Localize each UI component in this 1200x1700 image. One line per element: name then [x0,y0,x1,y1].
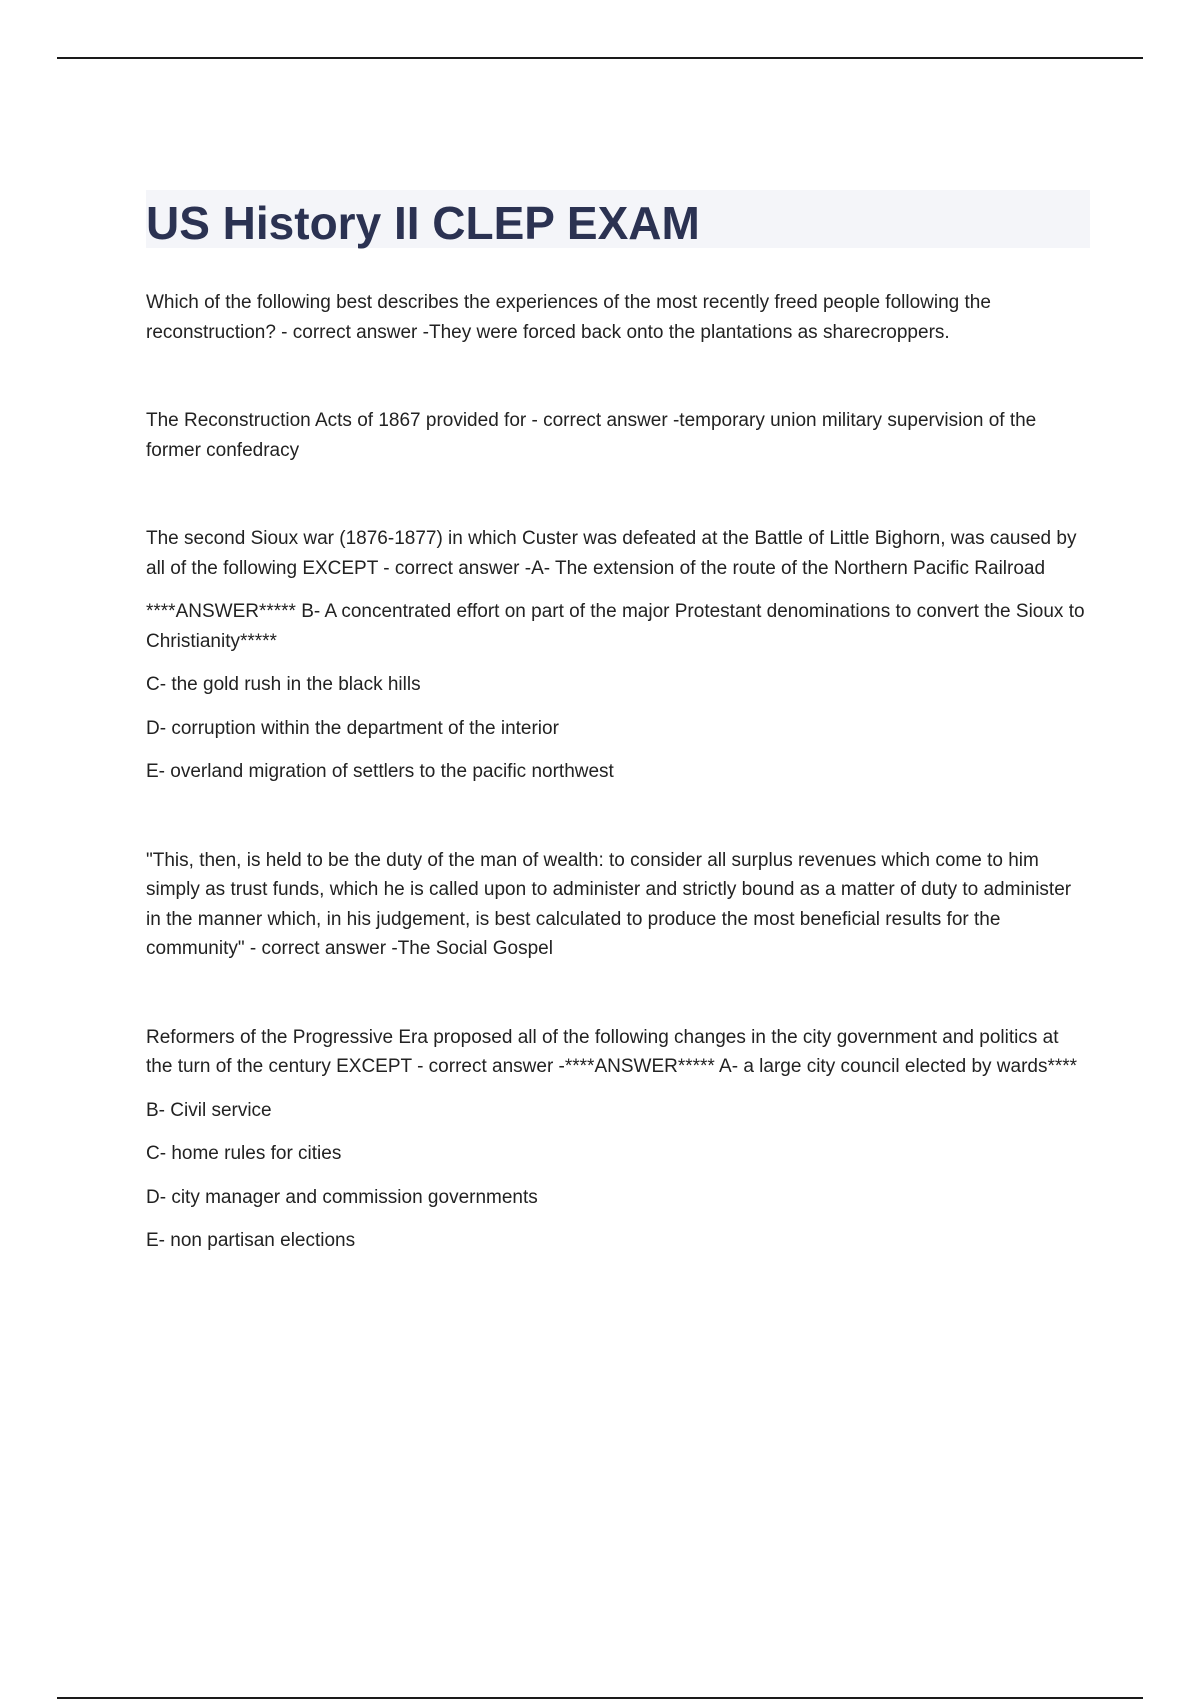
question-1 [146,288,1090,347]
answer-option-e: E- overland migration of settlers to the pacific northwest [146,761,614,782]
page-title: US History II CLEP EXAM [146,197,700,249]
answer-option-b: ****ANSWER***** B- A concentrated effort on part of the major Protestant denominations to convert the Sioux to Christianity***** [146,601,1085,652]
question-text: The Reconstruction Acts of 1867 provided for - correct answer -temporary union military supervision of the former confedracy [146,410,1037,461]
top-rule [57,57,1143,59]
question-text: The second Sioux war (1876-1877) in which Custer was defeated at the Battle of Little Bighorn, was caused by all of the following EXCEPT - correct answer -A- The extension of the route of the Northern Pacific Railroad [146,528,1077,579]
question-text: "This, then, is held to be the duty of the man of wealth: to consider all surplus revenues which come to him simply as trust funds, which he is called upon to administer and strictly bound as a matter of duty to administer in the manner which, in his judgement, is best calculated to produce the most beneficial results for the community" - correct answer -The Social Gospel [146,849,1072,959]
question-text: Which of the following best describes the experiences of the most recently freed people following the reconstruction? - correct answer -They were forced back onto the plantations as sharecroppers. [146,292,991,343]
answer-option-c: C- the gold rush in the black hills [146,674,421,695]
answer-option-e: E- non partisan elections [146,1230,356,1251]
question-3 [146,524,1090,787]
bottom-rule [57,1697,1143,1699]
answer-option-c: C- home rules for cities [146,1143,342,1164]
question-5 [146,1023,1090,1256]
document-body [146,190,1090,1256]
question-text: Reformers of the Progressive Era proposed all of the following changes in the city government and politics at the turn of the century EXCEPT - correct answer -****ANSWER***** A- a large city council elected by wards**** [146,1026,1078,1077]
answer-option-d: D- corruption within the department of the interior [146,717,559,739]
title-band [146,190,1090,248]
answer-option-d: D- city manager and commission governments [146,1186,538,1208]
question-4 [146,846,1090,964]
answer-option-b: B- Civil service [146,1099,272,1121]
question-2 [146,406,1090,465]
